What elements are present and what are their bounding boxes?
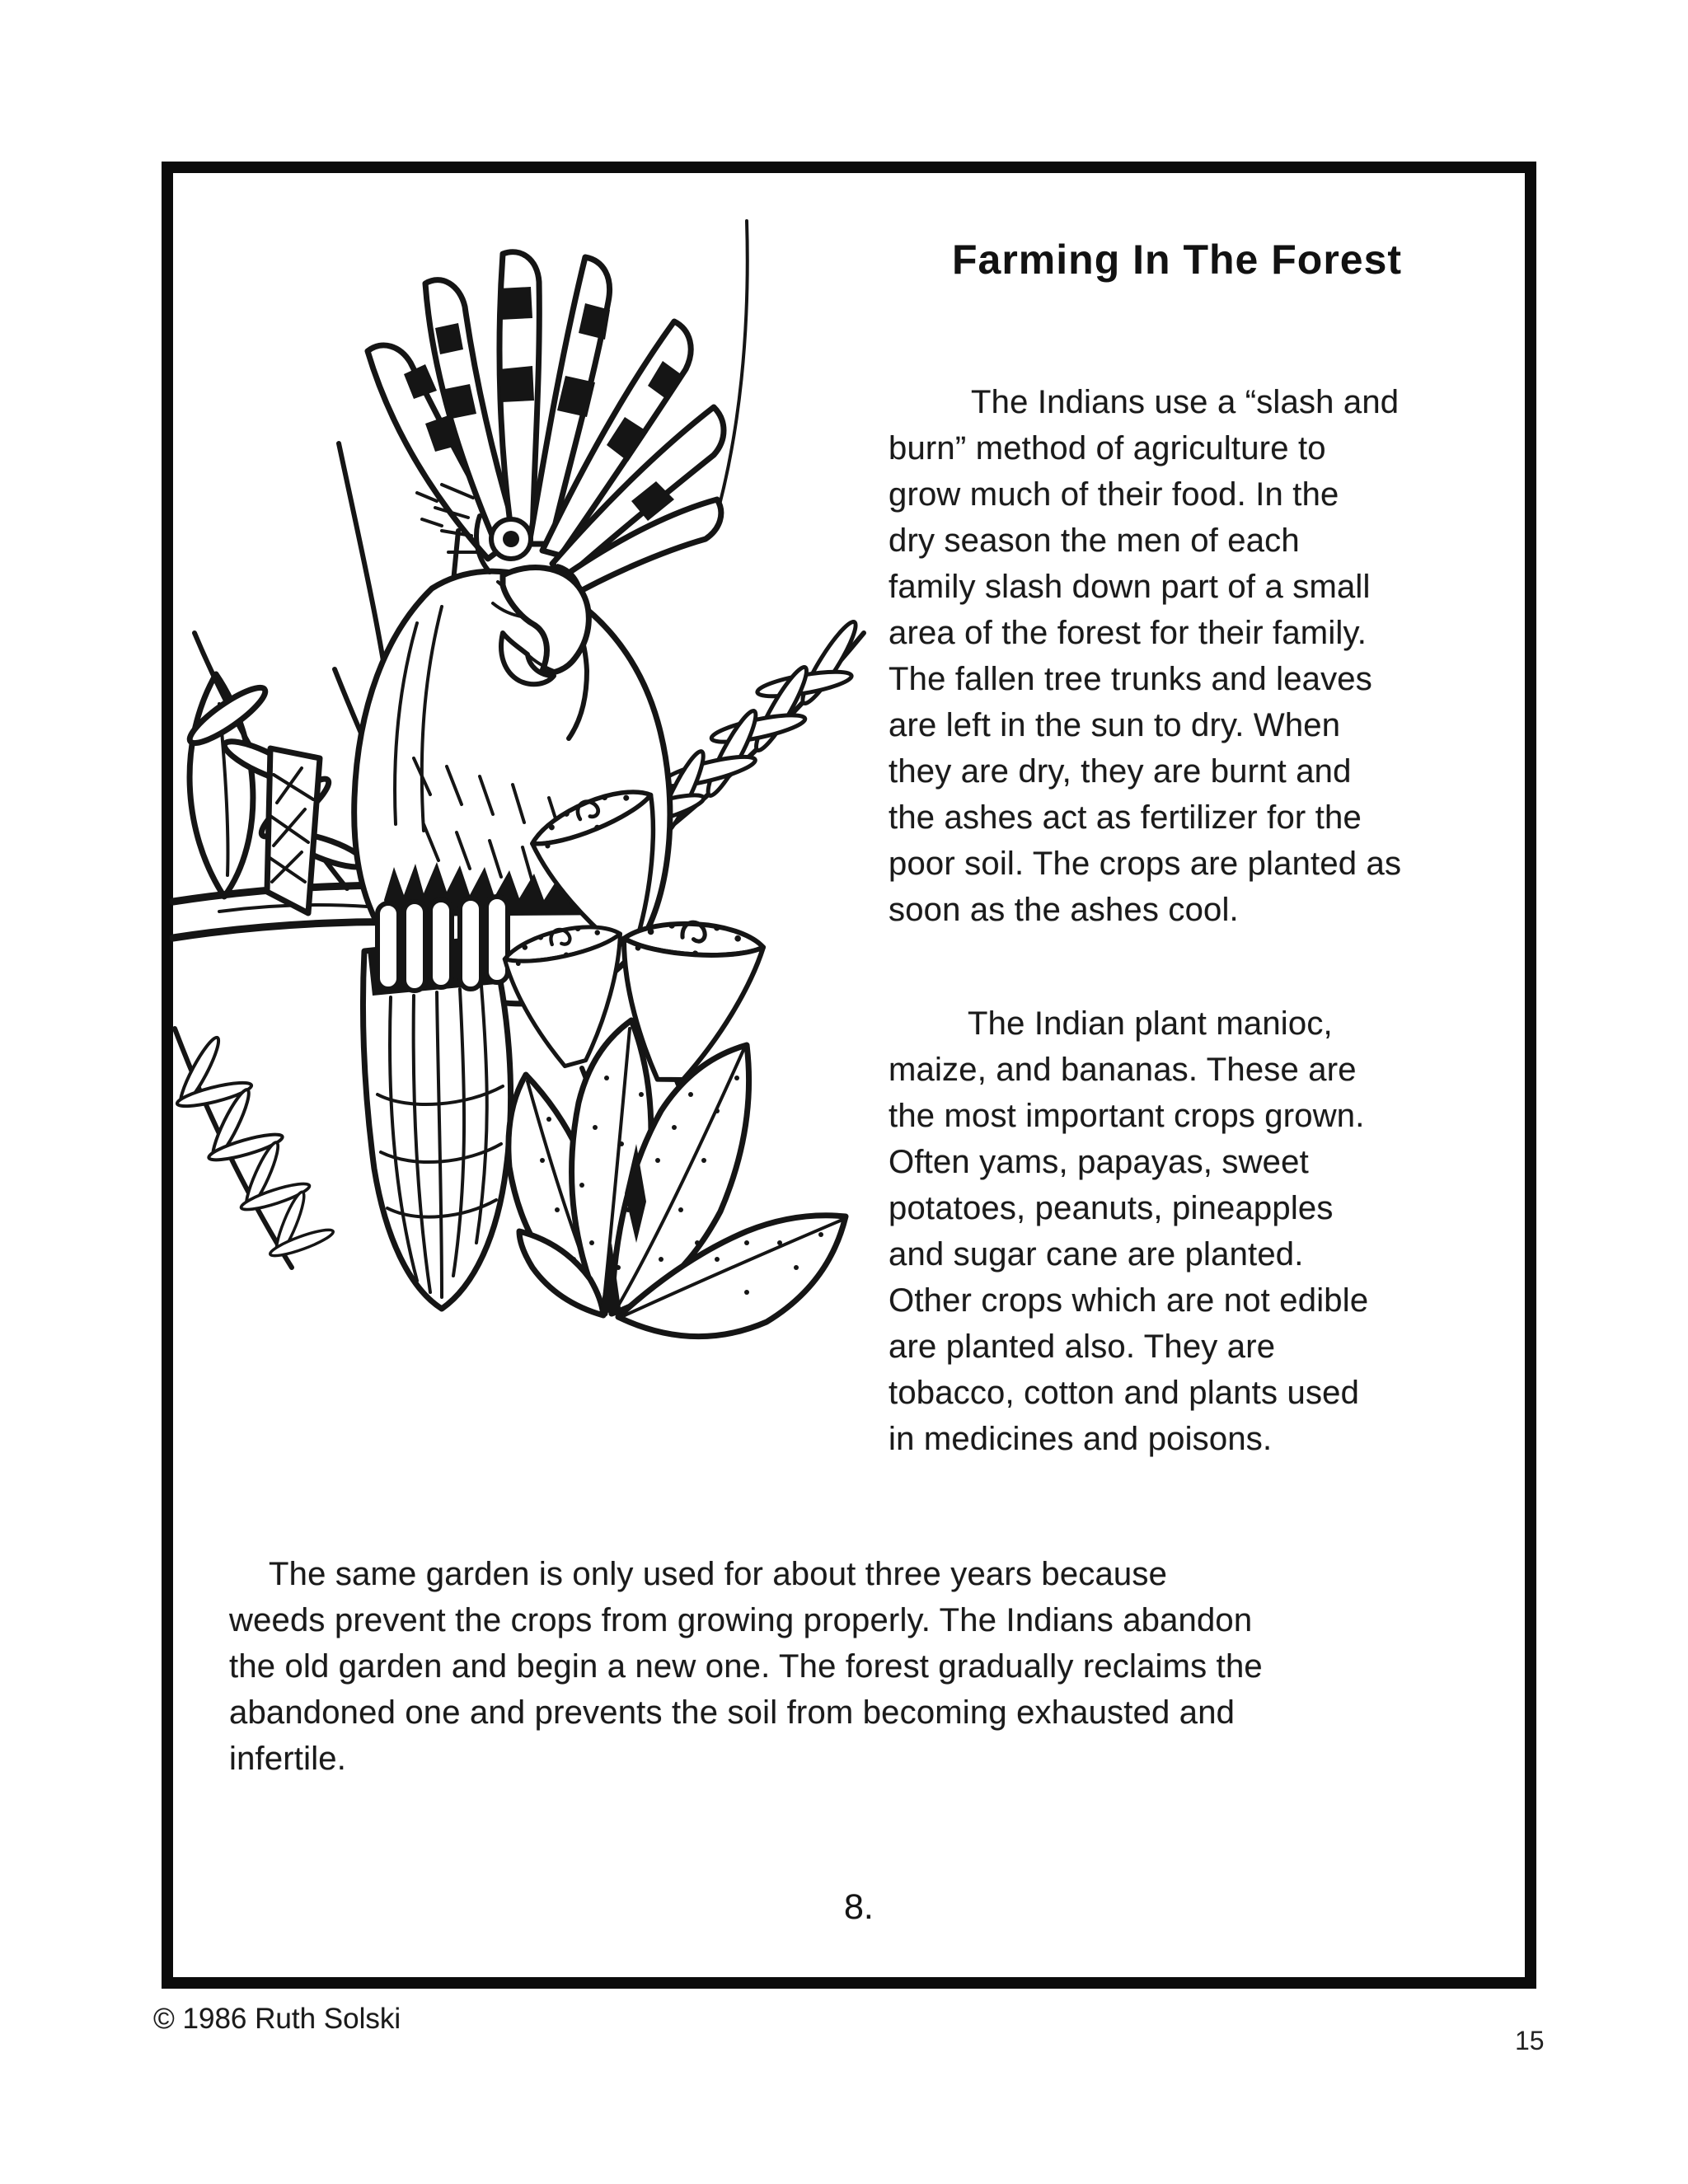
parrot-feet bbox=[377, 897, 508, 991]
page-title: Farming In The Forest bbox=[952, 237, 1403, 283]
paragraph-garden: The same garden is only used for about three years because weeds prevent the crops from growing properly. The Indians abandon the old garden and begin a new one. The forest gradually reclaims the abandoned one and prevents the soil from becoming exhausted and infertile. bbox=[229, 1556, 1263, 1777]
folio-number: 15 bbox=[1515, 2026, 1545, 2055]
page-number: 8. bbox=[844, 1887, 874, 1927]
tail-feathers bbox=[363, 936, 511, 1309]
parrot-illustration bbox=[170, 171, 882, 1457]
sprig bbox=[714, 221, 748, 526]
wing-crosshatch bbox=[267, 748, 320, 913]
paragraph-slash-and-burn: The Indians use a “slash and burn” method of agriculture to grow much of their food. In the dry season the men of each family slash down part of a small area of the forest for their family. The fallen tree trunks and leaves are left in the sun to dry. When they are dry, they are burnt and the ashes act as fertilizer for the poor soil. The crops are planted as soon as the ashes cool. bbox=[889, 384, 1402, 928]
crest-feathers bbox=[368, 252, 724, 597]
fern-frond-left bbox=[175, 1029, 335, 1268]
copyright-line: © 1986 Ruth Solski bbox=[153, 2003, 401, 2035]
paragraph-crops: The Indian plant manioc, maize, and bananas. These are the most important crops grown. Often yams, papayas, sweet potatoes, peanuts, pineapples and sugar cane are planted. Other crops which are not edible are planted also. They are tobacco, cotton and plants used in medicines and poisons. bbox=[889, 1005, 1369, 1457]
